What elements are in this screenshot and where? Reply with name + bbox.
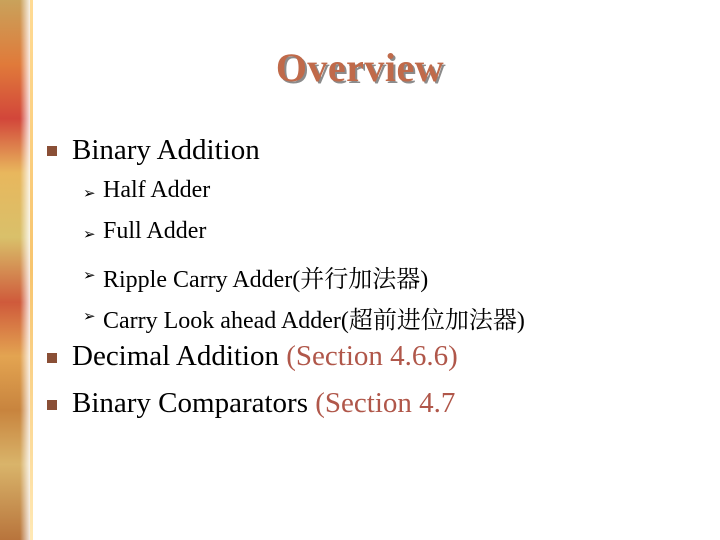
bullet-text: Binary Comparators [72,387,308,419]
subitem-full-adder: Full Adder [103,218,207,244]
arrow-bullet-icon: ➢ [83,184,96,202]
bullet-binary-comparators [72,387,455,420]
bullet-binary-addition: Binary Addition [72,134,260,166]
subitem-carry-lookahead-adder: Carry Look ahead Adder(超前进位加法器) [103,308,525,334]
section-reference: (Section 4.6.6) [286,340,458,372]
arrow-bullet-icon: ➢ [83,266,96,284]
subitem-ripple-carry-adder: Ripple Carry Adder(并行加法器) [103,267,429,293]
arrow-bullet-icon: ➢ [83,307,96,325]
square-bullet-icon [47,146,57,156]
square-bullet-icon [47,400,57,410]
subitem-half-adder: Half Adder [103,177,211,203]
slide-title: Overview [275,45,445,90]
section-reference: (Section 4.7 [315,387,456,419]
arrow-bullet-icon: ➢ [83,225,96,243]
square-bullet-icon [47,353,57,363]
bullet-decimal-addition [72,340,458,373]
bullet-text: Decimal Addition [72,340,279,372]
